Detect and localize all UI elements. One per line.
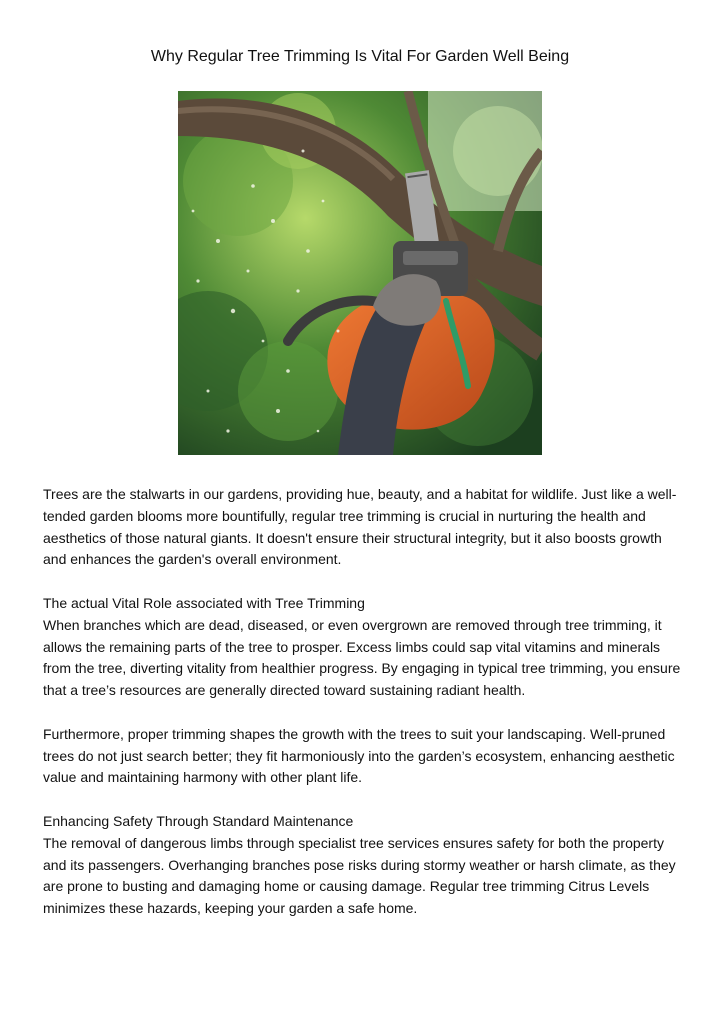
paragraph-intro bbox=[43, 484, 683, 571]
section-heading: The actual Vital Role associated with Tree Trimming bbox=[43, 594, 365, 611]
paragraph-vital-role bbox=[43, 593, 683, 702]
article-body bbox=[43, 484, 683, 942]
paragraph-text: The removal of dangerous limbs through specialist tree services ensures safety for both the property and its passengers. Overhanging branches pose risks during stormy weather or harsh climate, as they are prone to busting and damaging home or causing damage. Regular tree trimming Citrus Levels minimizes these hazards, keeping your garden a safe home. bbox=[43, 834, 676, 917]
tree-trimming-photo bbox=[178, 91, 542, 455]
page-title: Why Regular Tree Trimming Is Vital For Garden Well Being bbox=[150, 48, 570, 65]
paragraph-text: Furthermore, proper trimming shapes the growth with the trees to suit your landscaping. Well-pruned trees do not just search better; they fit harmoniously into the garden’s ecosystem, enhancing aesthetic value and maintaining harmony with other plant life. bbox=[43, 725, 675, 786]
paragraph-text: Trees are the stalwarts in our gardens, providing hue, beauty, and a habitat for wildlife. Just like a well-tended garden blooms more bountifully, regular tree trimming is crucial in nurturing the health and aesthetics of those natural giants. It doesn't ensure their structural integrity, but it also boosts growth and enhances the garden's overall environment. bbox=[43, 486, 677, 568]
paragraph-safety bbox=[43, 811, 683, 920]
paragraph-shaping bbox=[43, 724, 683, 789]
section-heading: Enhancing Safety Through Standard Maintenance bbox=[43, 812, 354, 829]
paragraph-text: When branches which are dead, diseased, or even overgrown are removed through tree trimming, it allows the remaining parts of the tree to prosper. Excess limbs could sap vital vitamins and minerals from the tree, diverting vitality from healthier progress. By engaging in typical tree trimming, you ensure that a tree’s resources are generally directed toward sustaining radiant health. bbox=[43, 616, 681, 699]
